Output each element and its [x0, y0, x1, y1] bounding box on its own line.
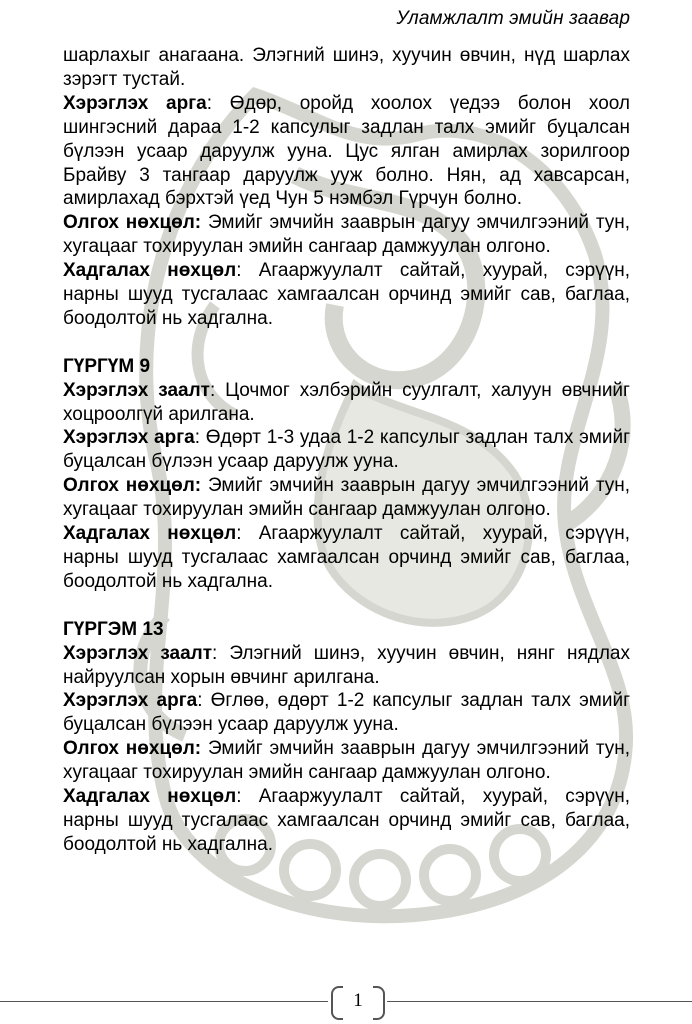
indication-text: : Элэгний шинэ, хуучин өвчин, нянг нядлах найруулсан хорын өвчинг арилгана.	[63, 642, 630, 688]
section-obtain	[63, 737, 630, 785]
usage-label: Хэрэглэх арга	[63, 92, 207, 114]
storage-text: : Агааржуулалт сайтай, хуурай, сэрүүн, нарны шууд тусгалаас хамгаалсан орчинд эмийг сав, баглаа, боодолтой нь хадгална.	[63, 523, 630, 592]
section-obtain	[63, 474, 630, 522]
intro-storage	[63, 259, 630, 331]
section-title: ГҮРГҮМ 9	[63, 355, 151, 377]
intro-continuation: шарлахыг анагаана. Элэгний шинэ, хуучин өвчин, нүд шарлах зэрэгт тустай.	[63, 45, 630, 90]
obtain-label: Олгох нөхцөл:	[63, 212, 202, 234]
obtain-text: Эмийг эмчийн зааврын дагуу эмчилгээний тун, хугацааг тохируулан эмийн сангаар дамжуулан олгоно.	[63, 738, 631, 784]
obtain-text: Эмийг эмчийн зааврын дагуу эмчилгээний тун, хугацааг тохируулан эмийн сангаар дамжуулан олгоно.	[63, 212, 631, 258]
section-title: ГҮРГЭМ 13	[63, 618, 164, 640]
section-usage	[63, 689, 630, 737]
page-footer	[0, 982, 692, 1022]
indication-label: Хэрэглэх заалт	[63, 642, 213, 664]
storage-label: Хадгалах нөхцөл	[63, 523, 237, 545]
storage-text: : Агааржуулалт сайтай, хуурай, сэрүүн, нарны шууд тусгалаас хамгаалсан орчинд эмийг сав, баглаа, боодолтой нь хадгална.	[63, 786, 630, 855]
indication-label: Хэрэглэх заалт	[63, 379, 210, 401]
page-number-bracket-right	[373, 986, 385, 1020]
intro-usage	[63, 92, 630, 212]
usage-text: : Өдөр, оройд хоолох үедээ болон хоол шингэсний дараа 1-2 капсулыг задлан талх эмийг буцалсан бүлээн усаар даруулж ууна. Цус ялган амирлах зорилгоор Брайву 3 тангаар даруулж ууж болно. Нян, ад хавсарсан, амирлахад бэрхтэй үед Чун 5 нэмбэл Гүрчун болно.	[63, 92, 631, 210]
usage-text: : Өдөрт 1-3 удаа 1-2 капсулыг задлан талх эмийг буцалсан бүлээн усаар даруулж ууна.	[63, 427, 631, 473]
section-storage	[63, 785, 630, 857]
usage-text: : Өглөө, өдөрт 1-2 капсулыг задлан талх эмийг буцалсан бүлээн усаар даруулж ууна.	[63, 690, 631, 736]
obtain-text: Эмийг эмчийн зааврын дагуу эмчилгээний тун, хугацааг тохируулан эмийн сангаар дамжуулан олгоно.	[63, 475, 631, 521]
obtain-label: Олгох нөхцөл:	[63, 738, 202, 760]
page-number-bracket-left	[331, 986, 343, 1020]
document-body	[63, 44, 630, 857]
storage-label: Хадгалах нөхцөл	[63, 260, 237, 282]
page-number: 1	[353, 990, 363, 1011]
storage-text: : Агааржуулалт сайтай, хуурай, сэрүүн, нарны шууд тусгалаас хамгаалсан орчинд эмийг сав, баглаа, боодолтой нь хадгална.	[63, 260, 630, 329]
footer-rule-right	[387, 1001, 692, 1002]
section-usage	[63, 426, 630, 474]
indication-text: : Цочмог хэлбэрийн суулгалт, халуун өвчнийг хоцроолгүй арилгана.	[63, 379, 630, 425]
storage-label: Хадгалах нөхцөл	[63, 786, 237, 808]
usage-label: Хэрэглэх арга	[63, 690, 198, 712]
section-indication	[63, 379, 630, 427]
running-header: Уламжлалт эмийн заавар	[396, 8, 630, 29]
obtain-label: Олгох нөхцөл:	[63, 475, 202, 497]
footer-rule-left	[0, 1001, 328, 1002]
section-indication	[63, 642, 630, 690]
intro-obtain	[63, 211, 630, 259]
usage-label: Хэрэглэх арга	[63, 427, 195, 449]
section-storage	[63, 522, 630, 594]
